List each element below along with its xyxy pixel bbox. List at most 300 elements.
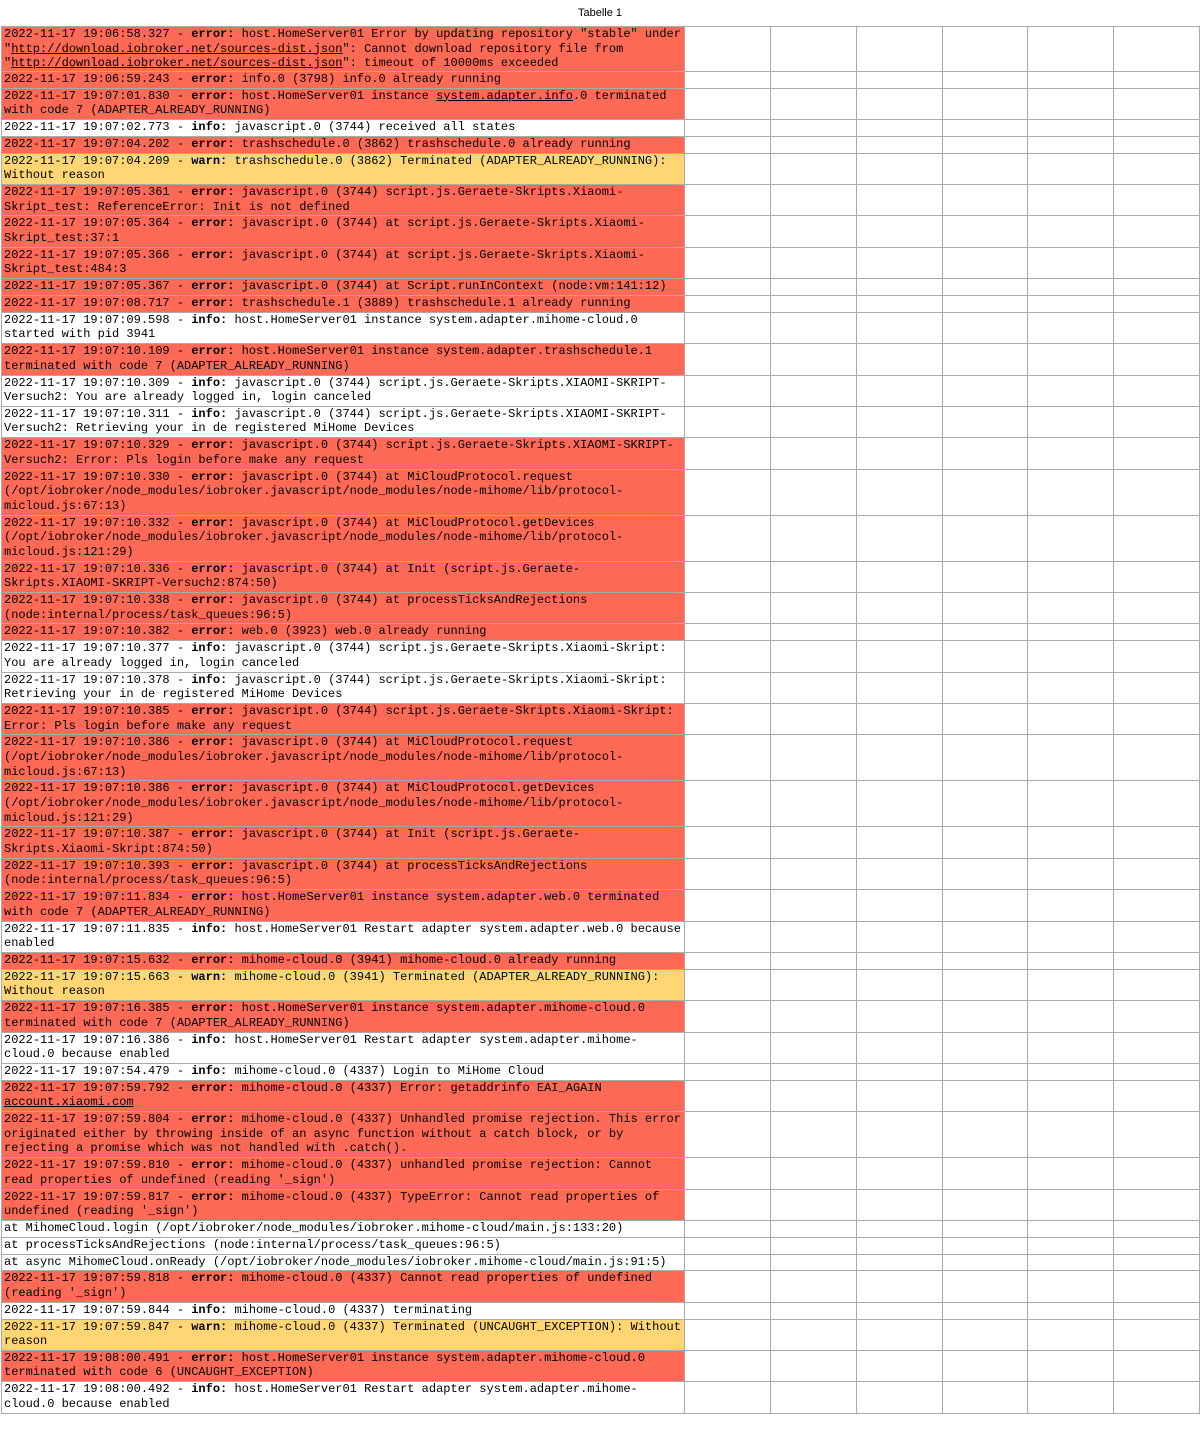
empty-cell[interactable] — [1028, 704, 1114, 735]
empty-cell[interactable] — [1114, 1158, 1200, 1189]
empty-cell[interactable] — [685, 312, 771, 343]
empty-cell[interactable] — [1028, 1080, 1114, 1111]
empty-cell[interactable] — [1028, 1158, 1114, 1189]
empty-cell[interactable] — [1114, 1350, 1200, 1381]
empty-cell[interactable] — [942, 71, 1028, 88]
empty-cell[interactable] — [942, 704, 1028, 735]
empty-cell[interactable] — [856, 624, 942, 641]
empty-cell[interactable] — [771, 858, 857, 889]
log-message-cell[interactable]: 2022-11-17 19:08:00.492 - info: host.HomeServer01 Restart adapter system.adapter.mihome-cloud.0 because enabled — [2, 1382, 685, 1413]
empty-cell[interactable] — [1114, 781, 1200, 827]
empty-cell[interactable] — [1114, 561, 1200, 592]
empty-cell[interactable] — [771, 375, 857, 406]
empty-cell[interactable] — [771, 1254, 857, 1271]
empty-cell[interactable] — [942, 858, 1028, 889]
empty-cell[interactable] — [1114, 735, 1200, 781]
empty-cell[interactable] — [1028, 71, 1114, 88]
log-message-cell[interactable]: 2022-11-17 19:07:54.479 - info: mihome-cloud.0 (4337) Login to MiHome Cloud — [2, 1063, 685, 1080]
empty-cell[interactable] — [942, 119, 1028, 136]
empty-cell[interactable] — [1028, 593, 1114, 624]
empty-cell[interactable] — [1114, 1001, 1200, 1032]
empty-cell[interactable] — [1114, 969, 1200, 1000]
empty-cell[interactable] — [771, 1302, 857, 1319]
empty-cell[interactable] — [1114, 1032, 1200, 1063]
empty-cell[interactable] — [685, 1080, 771, 1111]
log-message-cell[interactable]: 2022-11-17 19:07:10.378 - info: javascript.0 (3744) script.js.Geraete-Skripts.Xiaomi-Skript: Retrieving your in de registered MiHome Devices — [2, 672, 685, 703]
empty-cell[interactable] — [1114, 1112, 1200, 1158]
empty-cell[interactable] — [1114, 1382, 1200, 1413]
empty-cell[interactable] — [1114, 1302, 1200, 1319]
empty-cell[interactable] — [1028, 27, 1114, 72]
log-message-cell[interactable]: 2022-11-17 19:07:10.386 - error: javascript.0 (3744) at MiCloudProtocol.request (/opt/iobroker/node_modules/iobroker.javascript/node_modules/node-mihome/lib/protocol-micloud.js:67:13) — [2, 735, 685, 781]
empty-cell[interactable] — [942, 469, 1028, 515]
log-message-cell[interactable]: 2022-11-17 19:07:01.830 - error: host.HomeServer01 instance system.adapter.info.0 terminated with code 7 (ADAPTER_ALREADY_RUNNING) — [2, 88, 685, 119]
empty-cell[interactable] — [685, 279, 771, 296]
empty-cell[interactable] — [1028, 515, 1114, 561]
empty-cell[interactable] — [1028, 1001, 1114, 1032]
empty-cell[interactable] — [685, 969, 771, 1000]
empty-cell[interactable] — [1028, 119, 1114, 136]
empty-cell[interactable] — [1114, 295, 1200, 312]
empty-cell[interactable] — [685, 184, 771, 215]
empty-cell[interactable] — [685, 216, 771, 247]
empty-cell[interactable] — [771, 88, 857, 119]
empty-cell[interactable] — [1114, 1254, 1200, 1271]
empty-cell[interactable] — [1114, 1080, 1200, 1111]
empty-cell[interactable] — [1028, 88, 1114, 119]
empty-cell[interactable] — [771, 1319, 857, 1350]
empty-cell[interactable] — [1028, 1189, 1114, 1220]
empty-cell[interactable] — [771, 515, 857, 561]
empty-cell[interactable] — [685, 1220, 771, 1237]
log-message-cell[interactable]: 2022-11-17 19:07:59.818 - error: mihome-cloud.0 (4337) Cannot read properties of undefined (reading '_sign') — [2, 1271, 685, 1302]
log-message-cell[interactable]: 2022-11-17 19:07:15.632 - error: mihome-cloud.0 (3941) mihome-cloud.0 already running — [2, 952, 685, 969]
empty-cell[interactable] — [685, 344, 771, 375]
empty-cell[interactable] — [685, 827, 771, 858]
empty-cell[interactable] — [771, 593, 857, 624]
empty-cell[interactable] — [942, 969, 1028, 1000]
log-message-cell[interactable]: 2022-11-17 19:07:59.844 - info: mihome-cloud.0 (4337) terminating — [2, 1302, 685, 1319]
empty-cell[interactable] — [856, 1382, 942, 1413]
empty-cell[interactable] — [856, 858, 942, 889]
log-message-cell[interactable]: 2022-11-17 19:07:04.209 - warn: trashschedule.0 (3862) Terminated (ADAPTER_ALREADY_RUNNING): Without reason — [2, 153, 685, 184]
empty-cell[interactable] — [1114, 1319, 1200, 1350]
empty-cell[interactable] — [771, 216, 857, 247]
empty-cell[interactable] — [1028, 827, 1114, 858]
empty-cell[interactable] — [942, 735, 1028, 781]
empty-cell[interactable] — [1114, 27, 1200, 72]
empty-cell[interactable] — [942, 890, 1028, 921]
empty-cell[interactable] — [771, 1382, 857, 1413]
empty-cell[interactable] — [771, 1032, 857, 1063]
empty-cell[interactable] — [856, 515, 942, 561]
empty-cell[interactable] — [856, 438, 942, 469]
empty-cell[interactable] — [1028, 858, 1114, 889]
empty-cell[interactable] — [1028, 1237, 1114, 1254]
log-message-cell[interactable]: 2022-11-17 19:07:10.309 - info: javascript.0 (3744) script.js.Geraete-Skripts.XIAOMI-SKRIPT-Versuch2: You are already logged in, login canceled — [2, 375, 685, 406]
empty-cell[interactable] — [942, 1189, 1028, 1220]
empty-cell[interactable] — [771, 153, 857, 184]
log-message-cell[interactable]: 2022-11-17 19:07:10.109 - error: host.HomeServer01 instance system.adapter.trashschedule.1 terminated with code 7 (ADAPTER_ALREADY_RUNNING) — [2, 344, 685, 375]
empty-cell[interactable] — [1028, 624, 1114, 641]
empty-cell[interactable] — [856, 1220, 942, 1237]
empty-cell[interactable] — [942, 406, 1028, 437]
log-message-cell[interactable]: 2022-11-17 19:07:11.834 - error: host.HomeServer01 instance system.adapter.web.0 terminated with code 7 (ADAPTER_ALREADY_RUNNING) — [2, 890, 685, 921]
empty-cell[interactable] — [1114, 375, 1200, 406]
log-message-cell[interactable]: 2022-11-17 19:07:02.773 - info: javascript.0 (3744) received all states — [2, 119, 685, 136]
empty-cell[interactable] — [1028, 952, 1114, 969]
empty-cell[interactable] — [856, 1237, 942, 1254]
empty-cell[interactable] — [771, 1350, 857, 1381]
log-message-cell[interactable]: 2022-11-17 19:07:05.364 - error: javascript.0 (3744) at script.js.Geraete-Skripts.Xiaomi-Skript_test:37:1 — [2, 216, 685, 247]
empty-cell[interactable] — [856, 1001, 942, 1032]
empty-cell[interactable] — [1114, 1271, 1200, 1302]
empty-cell[interactable] — [856, 1302, 942, 1319]
empty-cell[interactable] — [1028, 375, 1114, 406]
empty-cell[interactable] — [1028, 672, 1114, 703]
empty-cell[interactable] — [685, 641, 771, 672]
empty-cell[interactable] — [771, 921, 857, 952]
empty-cell[interactable] — [685, 781, 771, 827]
empty-cell[interactable] — [856, 247, 942, 278]
empty-cell[interactable] — [1114, 438, 1200, 469]
empty-cell[interactable] — [685, 1350, 771, 1381]
empty-cell[interactable] — [942, 375, 1028, 406]
empty-cell[interactable] — [1028, 406, 1114, 437]
log-message-cell[interactable]: 2022-11-17 19:07:10.329 - error: javascript.0 (3744) script.js.Geraete-Skripts.XIAOMI-SKRIPT-Versuch2: Error: Pls login before make any request — [2, 438, 685, 469]
log-message-cell[interactable]: 2022-11-17 19:07:59.792 - error: mihome-cloud.0 (4337) Error: getaddrinfo EAI_AGAIN account.xiaomi.com — [2, 1080, 685, 1111]
empty-cell[interactable] — [771, 406, 857, 437]
empty-cell[interactable] — [1028, 295, 1114, 312]
empty-cell[interactable] — [685, 27, 771, 72]
empty-cell[interactable] — [1028, 890, 1114, 921]
log-message-cell[interactable]: 2022-11-17 19:07:10.386 - error: javascript.0 (3744) at MiCloudProtocol.getDevices (/opt/iobroker/node_modules/iobroker.javascript/node_modules/node-mihome/lib/protocol-micloud.js:121:29) — [2, 781, 685, 827]
empty-cell[interactable] — [856, 1080, 942, 1111]
empty-cell[interactable] — [1114, 1063, 1200, 1080]
log-message-cell[interactable]: 2022-11-17 19:07:10.338 - error: javascript.0 (3744) at processTicksAndRejections (node:internal/process/task_queues:96:5) — [2, 593, 685, 624]
empty-cell[interactable] — [685, 890, 771, 921]
empty-cell[interactable] — [856, 119, 942, 136]
log-message-cell[interactable]: 2022-11-17 19:07:16.386 - info: host.HomeServer01 Restart adapter system.adapter.mihome-cloud.0 because enabled — [2, 1032, 685, 1063]
empty-cell[interactable] — [685, 247, 771, 278]
empty-cell[interactable] — [856, 295, 942, 312]
empty-cell[interactable] — [856, 184, 942, 215]
empty-cell[interactable] — [771, 1001, 857, 1032]
empty-cell[interactable] — [771, 827, 857, 858]
log-message-cell[interactable]: 2022-11-17 19:07:10.387 - error: javascript.0 (3744) at Init (script.js.Geraete-Skripts.Xiaomi-Skript:874:50) — [2, 827, 685, 858]
empty-cell[interactable] — [942, 1271, 1028, 1302]
log-message-cell[interactable]: 2022-11-17 19:07:10.336 - error: javascript.0 (3744) at Init (script.js.Geraete-Skripts.XIAOMI-SKRIPT-Versuch2:874:50) — [2, 561, 685, 592]
empty-cell[interactable] — [685, 672, 771, 703]
empty-cell[interactable] — [1028, 184, 1114, 215]
empty-cell[interactable] — [685, 153, 771, 184]
empty-cell[interactable] — [685, 1001, 771, 1032]
empty-cell[interactable] — [1028, 1112, 1114, 1158]
empty-cell[interactable] — [1028, 1302, 1114, 1319]
empty-cell[interactable] — [1114, 119, 1200, 136]
empty-cell[interactable] — [1028, 469, 1114, 515]
empty-cell[interactable] — [1028, 279, 1114, 296]
empty-cell[interactable] — [685, 858, 771, 889]
empty-cell[interactable] — [942, 247, 1028, 278]
empty-cell[interactable] — [1028, 1254, 1114, 1271]
empty-cell[interactable] — [942, 641, 1028, 672]
empty-cell[interactable] — [1114, 704, 1200, 735]
empty-cell[interactable] — [685, 375, 771, 406]
empty-cell[interactable] — [685, 1112, 771, 1158]
empty-cell[interactable] — [685, 1237, 771, 1254]
empty-cell[interactable] — [856, 153, 942, 184]
empty-cell[interactable] — [856, 593, 942, 624]
empty-cell[interactable] — [1028, 1220, 1114, 1237]
empty-cell[interactable] — [856, 71, 942, 88]
empty-cell[interactable] — [1114, 921, 1200, 952]
empty-cell[interactable] — [1114, 312, 1200, 343]
empty-cell[interactable] — [771, 71, 857, 88]
empty-cell[interactable] — [1114, 184, 1200, 215]
empty-cell[interactable] — [1028, 438, 1114, 469]
empty-cell[interactable] — [856, 1158, 942, 1189]
empty-cell[interactable] — [1028, 1350, 1114, 1381]
empty-cell[interactable] — [685, 515, 771, 561]
empty-cell[interactable] — [771, 1271, 857, 1302]
log-message-cell[interactable]: 2022-11-17 19:07:04.202 - error: trashschedule.0 (3862) trashschedule.0 already running — [2, 136, 685, 153]
empty-cell[interactable] — [856, 1032, 942, 1063]
empty-cell[interactable] — [771, 1112, 857, 1158]
empty-cell[interactable] — [1028, 969, 1114, 1000]
empty-cell[interactable] — [685, 469, 771, 515]
empty-cell[interactable] — [1114, 136, 1200, 153]
log-message-cell[interactable]: 2022-11-17 19:07:10.385 - error: javascript.0 (3744) script.js.Geraete-Skripts.Xiaomi-Skript: Error: Pls login before make any request — [2, 704, 685, 735]
empty-cell[interactable] — [685, 71, 771, 88]
empty-cell[interactable] — [942, 136, 1028, 153]
log-message-cell[interactable]: 2022-11-17 19:07:59.847 - warn: mihome-cloud.0 (4337) Terminated (UNCAUGHT_EXCEPTION): Without reason — [2, 1319, 685, 1350]
empty-cell[interactable] — [1028, 1319, 1114, 1350]
empty-cell[interactable] — [856, 88, 942, 119]
empty-cell[interactable] — [685, 1189, 771, 1220]
empty-cell[interactable] — [942, 781, 1028, 827]
empty-cell[interactable] — [856, 375, 942, 406]
empty-cell[interactable] — [1114, 858, 1200, 889]
empty-cell[interactable] — [1028, 247, 1114, 278]
empty-cell[interactable] — [856, 969, 942, 1000]
empty-cell[interactable] — [771, 27, 857, 72]
empty-cell[interactable] — [685, 136, 771, 153]
empty-cell[interactable] — [771, 1237, 857, 1254]
empty-cell[interactable] — [1028, 735, 1114, 781]
empty-cell[interactable] — [942, 295, 1028, 312]
empty-cell[interactable] — [685, 1382, 771, 1413]
empty-cell[interactable] — [942, 279, 1028, 296]
empty-cell[interactable] — [942, 921, 1028, 952]
empty-cell[interactable] — [771, 119, 857, 136]
empty-cell[interactable] — [771, 781, 857, 827]
empty-cell[interactable] — [1028, 153, 1114, 184]
empty-cell[interactable] — [1114, 344, 1200, 375]
empty-cell[interactable] — [942, 1112, 1028, 1158]
empty-cell[interactable] — [942, 1350, 1028, 1381]
empty-cell[interactable] — [942, 1080, 1028, 1111]
empty-cell[interactable] — [942, 216, 1028, 247]
empty-cell[interactable] — [685, 735, 771, 781]
empty-cell[interactable] — [1028, 344, 1114, 375]
log-message-cell[interactable]: 2022-11-17 19:07:10.377 - info: javascript.0 (3744) script.js.Geraete-Skripts.Xiaomi-Skript: You are already logged in, login canceled — [2, 641, 685, 672]
empty-cell[interactable] — [942, 27, 1028, 72]
log-message-cell[interactable]: 2022-11-17 19:08:00.491 - error: host.HomeServer01 instance system.adapter.mihome-cloud.0 terminated with code 6 (UNCAUGHT_EXCEPTION) — [2, 1350, 685, 1381]
empty-cell[interactable] — [771, 672, 857, 703]
empty-cell[interactable] — [1114, 406, 1200, 437]
log-message-cell[interactable]: 2022-11-17 19:07:15.663 - warn: mihome-cloud.0 (3941) Terminated (ADAPTER_ALREADY_RUNNING): Without reason — [2, 969, 685, 1000]
empty-cell[interactable] — [771, 136, 857, 153]
log-message-cell[interactable]: 2022-11-17 19:07:10.332 - error: javascript.0 (3744) at MiCloudProtocol.getDevices (/opt/iobroker/node_modules/iobroker.javascript/node_modules/node-mihome/lib/protocol-micloud.js:121:29) — [2, 515, 685, 561]
empty-cell[interactable] — [771, 952, 857, 969]
empty-cell[interactable] — [942, 184, 1028, 215]
empty-cell[interactable] — [856, 641, 942, 672]
empty-cell[interactable] — [856, 406, 942, 437]
empty-cell[interactable] — [856, 890, 942, 921]
empty-cell[interactable] — [942, 438, 1028, 469]
empty-cell[interactable] — [685, 1063, 771, 1080]
empty-cell[interactable] — [771, 890, 857, 921]
empty-cell[interactable] — [771, 735, 857, 781]
empty-cell[interactable] — [771, 438, 857, 469]
empty-cell[interactable] — [1114, 469, 1200, 515]
empty-cell[interactable] — [942, 1001, 1028, 1032]
empty-cell[interactable] — [771, 641, 857, 672]
empty-cell[interactable] — [771, 704, 857, 735]
log-message-cell[interactable]: 2022-11-17 19:07:05.361 - error: javascript.0 (3744) script.js.Geraete-Skripts.Xiaomi-Skript_test: ReferenceError: Init is not defined — [2, 184, 685, 215]
empty-cell[interactable] — [1114, 593, 1200, 624]
empty-cell[interactable] — [1114, 1189, 1200, 1220]
empty-cell[interactable] — [1114, 890, 1200, 921]
empty-cell[interactable] — [942, 827, 1028, 858]
empty-cell[interactable] — [856, 136, 942, 153]
empty-cell[interactable] — [685, 952, 771, 969]
empty-cell[interactable] — [1028, 216, 1114, 247]
empty-cell[interactable] — [942, 1382, 1028, 1413]
empty-cell[interactable] — [856, 561, 942, 592]
empty-cell[interactable] — [856, 781, 942, 827]
log-message-cell[interactable]: 2022-11-17 19:07:10.330 - error: javascript.0 (3744) at MiCloudProtocol.request (/opt/iobroker/node_modules/iobroker.javascript/node_modules/node-mihome/lib/protocol-micloud.js:67:13) — [2, 469, 685, 515]
empty-cell[interactable] — [942, 153, 1028, 184]
log-message-cell[interactable]: 2022-11-17 19:07:16.385 - error: host.HomeServer01 instance system.adapter.mihome-cloud.0 terminated with code 7 (ADAPTER_ALREADY_RUNNING) — [2, 1001, 685, 1032]
empty-cell[interactable] — [942, 1032, 1028, 1063]
empty-cell[interactable] — [685, 88, 771, 119]
empty-cell[interactable] — [942, 952, 1028, 969]
empty-cell[interactable] — [771, 1080, 857, 1111]
empty-cell[interactable] — [1028, 1271, 1114, 1302]
empty-cell[interactable] — [771, 469, 857, 515]
empty-cell[interactable] — [942, 1237, 1028, 1254]
empty-cell[interactable] — [685, 1158, 771, 1189]
log-message-cell[interactable]: at async MihomeCloud.onReady (/opt/iobroker/node_modules/iobroker.mihome-cloud/main.js:91:5) — [2, 1254, 685, 1271]
empty-cell[interactable] — [942, 1302, 1028, 1319]
empty-cell[interactable] — [771, 184, 857, 215]
empty-cell[interactable] — [771, 312, 857, 343]
empty-cell[interactable] — [856, 735, 942, 781]
log-message-cell[interactable]: 2022-11-17 19:07:10.393 - error: javascript.0 (3744) at processTicksAndRejections (node:internal/process/task_queues:96:5) — [2, 858, 685, 889]
empty-cell[interactable] — [685, 1271, 771, 1302]
empty-cell[interactable] — [942, 1158, 1028, 1189]
empty-cell[interactable] — [856, 1063, 942, 1080]
empty-cell[interactable] — [856, 216, 942, 247]
log-message-cell[interactable]: 2022-11-17 19:07:11.835 - info: host.HomeServer01 Restart adapter system.adapter.web.0 because enabled — [2, 921, 685, 952]
log-message-cell[interactable]: 2022-11-17 19:07:59.804 - error: mihome-cloud.0 (4337) Unhandled promise rejection. This error originated either by throwing inside of an async function without a catch block, or by rejecting a promise which was not handled with .catch(). — [2, 1112, 685, 1158]
empty-cell[interactable] — [856, 279, 942, 296]
log-message-cell[interactable]: 2022-11-17 19:07:10.382 - error: web.0 (3923) web.0 already running — [2, 624, 685, 641]
empty-cell[interactable] — [942, 312, 1028, 343]
empty-cell[interactable] — [1028, 561, 1114, 592]
empty-cell[interactable] — [685, 561, 771, 592]
empty-cell[interactable] — [1114, 952, 1200, 969]
empty-cell[interactable] — [856, 312, 942, 343]
empty-cell[interactable] — [771, 1158, 857, 1189]
empty-cell[interactable] — [1114, 88, 1200, 119]
empty-cell[interactable] — [1028, 312, 1114, 343]
empty-cell[interactable] — [685, 593, 771, 624]
empty-cell[interactable] — [1114, 641, 1200, 672]
empty-cell[interactable] — [771, 624, 857, 641]
empty-cell[interactable] — [1028, 1032, 1114, 1063]
empty-cell[interactable] — [1114, 71, 1200, 88]
log-message-cell[interactable]: 2022-11-17 19:07:05.366 - error: javascript.0 (3744) at script.js.Geraete-Skripts.Xiaomi-Skript_test:484:3 — [2, 247, 685, 278]
empty-cell[interactable] — [942, 561, 1028, 592]
empty-cell[interactable] — [1028, 1063, 1114, 1080]
empty-cell[interactable] — [685, 1032, 771, 1063]
empty-cell[interactable] — [685, 704, 771, 735]
empty-cell[interactable] — [1028, 921, 1114, 952]
empty-cell[interactable] — [685, 295, 771, 312]
empty-cell[interactable] — [942, 1319, 1028, 1350]
empty-cell[interactable] — [771, 279, 857, 296]
empty-cell[interactable] — [856, 827, 942, 858]
empty-cell[interactable] — [771, 1220, 857, 1237]
log-message-cell[interactable]: 2022-11-17 19:06:58.327 - error: host.HomeServer01 Error by updating repository "stable" under "http://download.iobroker.net/sources-dist.json": Cannot download repository file from "http://download.iobroker.net/sources-dist.json": timeout of 10000ms exceeded — [2, 27, 685, 72]
empty-cell[interactable] — [685, 438, 771, 469]
log-message-cell[interactable]: 2022-11-17 19:07:08.717 - error: trashschedule.1 (3889) trashschedule.1 already running — [2, 295, 685, 312]
empty-cell[interactable] — [856, 1189, 942, 1220]
empty-cell[interactable] — [685, 1254, 771, 1271]
empty-cell[interactable] — [942, 624, 1028, 641]
empty-cell[interactable] — [771, 1063, 857, 1080]
empty-cell[interactable] — [771, 295, 857, 312]
empty-cell[interactable] — [1114, 153, 1200, 184]
empty-cell[interactable] — [856, 27, 942, 72]
empty-cell[interactable] — [942, 344, 1028, 375]
empty-cell[interactable] — [771, 344, 857, 375]
empty-cell[interactable] — [1114, 247, 1200, 278]
log-message-cell[interactable]: 2022-11-17 19:07:59.810 - error: mihome-cloud.0 (4337) unhandled promise rejection: Cannot read properties of undefined (reading '_sign') — [2, 1158, 685, 1189]
empty-cell[interactable] — [856, 1350, 942, 1381]
empty-cell[interactable] — [856, 704, 942, 735]
empty-cell[interactable] — [1114, 279, 1200, 296]
empty-cell[interactable] — [1028, 641, 1114, 672]
empty-cell[interactable] — [856, 1319, 942, 1350]
empty-cell[interactable] — [685, 1319, 771, 1350]
empty-cell[interactable] — [771, 1189, 857, 1220]
log-message-cell[interactable]: 2022-11-17 19:07:09.598 - info: host.HomeServer01 instance system.adapter.mihome-cloud.0 started with pid 3941 — [2, 312, 685, 343]
empty-cell[interactable] — [771, 969, 857, 1000]
empty-cell[interactable] — [942, 1254, 1028, 1271]
empty-cell[interactable] — [1114, 216, 1200, 247]
empty-cell[interactable] — [942, 593, 1028, 624]
empty-cell[interactable] — [1028, 781, 1114, 827]
empty-cell[interactable] — [1114, 1237, 1200, 1254]
empty-cell[interactable] — [856, 344, 942, 375]
empty-cell[interactable] — [942, 515, 1028, 561]
log-message-cell[interactable]: 2022-11-17 19:07:05.367 - error: javascript.0 (3744) at Script.runInContext (node:vm:141:12) — [2, 279, 685, 296]
log-message-cell[interactable]: 2022-11-17 19:06:59.243 - error: info.0 (3798) info.0 already running — [2, 71, 685, 88]
